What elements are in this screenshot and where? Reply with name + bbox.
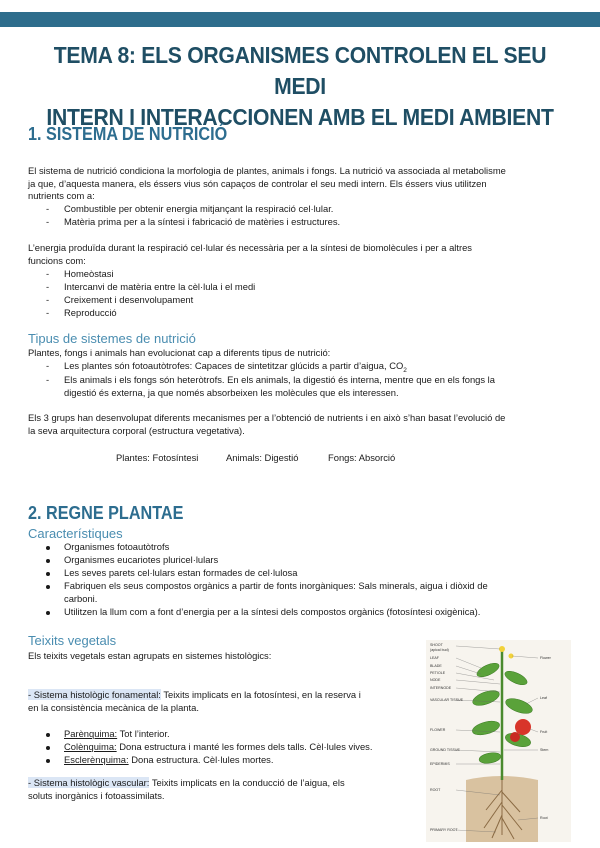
list-dash: -: [46, 203, 50, 214]
diagram-label: GROUND TISSUE: [430, 748, 460, 752]
list-item: Utilitzen la llum com a font d’energia per a la síntesi dels compostos orgànics (fotosíntesi oxigènica).: [64, 606, 481, 617]
bullet-dot: [46, 585, 50, 589]
fruit: [515, 719, 531, 735]
diagram-label: Flower: [540, 656, 551, 660]
list-dash: -: [46, 268, 50, 279]
bullet-dot: [46, 546, 50, 550]
bullet-dot: [46, 759, 50, 763]
bullet-dot: [46, 733, 50, 737]
intro-line-1: El sistema de nutrició condiciona la morfologia de plantes, animals i fongs. La nutrició va associada al metabolisme: [28, 165, 506, 176]
tissues-intro: Els teixits vegetals estan agrupats en sistemes histològics:: [28, 650, 272, 661]
diagram-label: NODE: [430, 678, 441, 682]
fundamental-line-2: en la consistència mecànica de la planta.: [28, 701, 199, 713]
type2-line-1: Els animals i els fongs són heteròtrofs. En els animals, la digestió és interna, mentre que en els fongs la: [64, 374, 495, 385]
subheading-nutrition-types: Tipus de sistemes de nutrició: [28, 331, 196, 346]
diagram-label: FLOWER: [430, 728, 446, 732]
diagram-label: LEAF: [430, 656, 439, 660]
list-item: Matèria prima per a la síntesi i fabricació de matèries i estructures.: [64, 216, 341, 227]
section-heading-nutrition: 1. SISTEMA DE NUTRICIÓ: [28, 124, 228, 144]
list-item: Les seves parets cel·lulars estan formades de cel·lulosa: [64, 567, 298, 578]
summary-plants: Plantes: Fotosíntesi: [116, 452, 199, 463]
diagram-label: Fruit: [540, 730, 548, 734]
fundamental-text: Teixits implicats en la fotosíntesi, en la reserva i: [160, 689, 361, 700]
term-desc: Tot l’interior.: [117, 728, 170, 739]
plant-anatomy-diagram: [426, 640, 571, 842]
list-item-type2: [64, 374, 570, 399]
list-item: Reproducció: [64, 307, 117, 318]
subheading-plant-tissues: Teixits vegetals: [28, 633, 117, 648]
groups-paragraph: [28, 412, 570, 437]
energy-line-1: L’energia produïda durant la respiració cel·lular és necessària per a la síntesi de biomolècules i per a altres: [28, 242, 472, 253]
intro-line-3: nutrients com a:: [28, 190, 95, 201]
char4-line-1: Fabriquen els seus compostos orgànics a partir de fonts inorgàniques: Sals minerals, aigua i diòxid de: [64, 580, 488, 591]
diagram-label: Stem: [540, 748, 549, 752]
type1-subscript: 2: [403, 366, 407, 374]
summary-fungi: Fongs: Absorció: [328, 452, 396, 463]
list-item: Creixement i desenvolupament: [64, 294, 194, 305]
term-desc: Dona estructura i manté les formes dels talls. Cèl·lules vives.: [116, 741, 373, 752]
list-item-collenchyma: [64, 741, 372, 754]
fundamental-system: [28, 689, 416, 714]
list-item-parenchyma: [64, 728, 170, 741]
list-item: Organismes eucariotes pluricel·lulars: [64, 554, 219, 565]
list-item-sclerenchyma: [64, 754, 273, 767]
diagram-label: ROOT: [430, 788, 441, 792]
groups-line-2: la seva arquitectura corporal (estructura vegetativa).: [28, 424, 245, 436]
top-accent-bar: [0, 12, 600, 27]
energy-line-2: funcions com:: [28, 254, 86, 266]
fundamental-label: - Sistema histològic fonamental:: [28, 689, 161, 700]
diagram-label: BLADE: [430, 664, 442, 668]
page-title: [42, 40, 557, 133]
subheading-characteristics: Característiques: [28, 526, 123, 541]
vascular-system: [28, 777, 416, 802]
list-item: Organismes fotoautòtrofs: [64, 541, 170, 552]
intro-paragraph: [28, 165, 570, 203]
list-dash: -: [46, 281, 50, 292]
diagram-label: (apical bud): [430, 648, 449, 652]
diagram-label: PRIMARY ROOT: [430, 828, 458, 832]
list-dash: -: [46, 307, 50, 318]
list-item: Homeòstasi: [64, 268, 114, 279]
fundamental-line-1: [28, 689, 416, 702]
bullet-dot: [46, 559, 50, 563]
diagram-label: Root: [540, 816, 548, 820]
groups-line-1: Els 3 grups han desenvolupat diferents mecanismes per a l’obtenció de nutrients i en això s’han basat l’evolució de: [28, 412, 506, 423]
types-intro: Plantes, fongs i animals han evolucionat cap a diferents tipus de nutrició:: [28, 347, 331, 358]
diagram-label: SHOOT: [430, 643, 443, 647]
term-desc: Dona estructura. Cèl·lules mortes.: [128, 754, 274, 765]
energy-paragraph: [28, 242, 570, 267]
type1-text: Les plantes són fotoautòtrofes: Capaces de sintetitzar glúcids a partir d’aigua, CO: [64, 360, 404, 371]
diagram-label: PETIOLE: [430, 671, 446, 675]
diagram-label: VASCULAR TISSUE: [430, 698, 464, 702]
bullet-dot: [46, 746, 50, 750]
diagram-label: Leaf: [540, 696, 547, 700]
vascular-label: - Sistema histològic vascular:: [28, 777, 150, 788]
type2-line-2: digestió és externa, ja que només absorbeixen les molècules que els interessen.: [64, 386, 399, 398]
list-dash: -: [46, 374, 50, 385]
diagram-label: EPIDERMIS: [430, 762, 450, 766]
vascular-text: Teixits implicats en la conducció de l’aigua, els: [149, 777, 345, 788]
list-item: Intercanvi de matèria entre la cèl·lula i el medi: [64, 281, 256, 292]
summary-animals: Animals: Digestió: [226, 452, 299, 463]
section-heading-plantae: 2. REGNE PLANTAE: [28, 503, 184, 523]
list-dash: -: [46, 294, 50, 305]
list-item-char4: [64, 580, 570, 605]
list-dash: -: [46, 360, 50, 371]
term: Esclerènquima:: [64, 754, 129, 765]
term: Parènquima:: [64, 728, 118, 739]
char4-line-2: carboni.: [64, 592, 98, 604]
list-dash: -: [46, 216, 50, 227]
term: Colènquima:: [64, 741, 117, 752]
vascular-line-1: [28, 777, 416, 790]
diagram-label: INTERNODE: [430, 686, 452, 690]
intro-line-2: ja que, d’aquesta manera, els éssers vius són capaços de controlar el seu medi intern. Els éssers vius utilitzen: [28, 177, 487, 189]
title-line-1: TEMA 8: ELS ORGANISMES CONTROLEN EL SEU MEDI: [53, 42, 547, 99]
title-line-2: INTERN I INTERACCIONEN AMB EL MEDI AMBIENT: [46, 104, 554, 130]
list-item: Combustible per obtenir energia mitjançant la respiració cel·lular.: [64, 203, 334, 214]
bullet-dot: [46, 572, 50, 576]
fruit: [510, 732, 520, 742]
vascular-line-2: soluts inorgànics i fotoassimilats.: [28, 789, 165, 801]
bullet-dot: [46, 611, 50, 615]
